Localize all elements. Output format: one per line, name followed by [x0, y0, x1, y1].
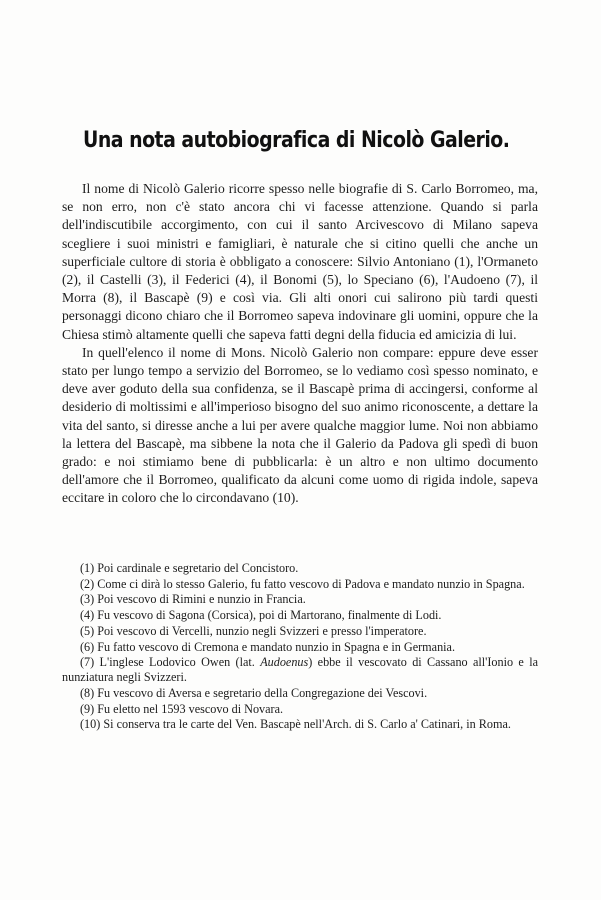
article-body — [62, 180, 538, 508]
footnote-6: (6) Fu fatto vescovo di Cremona e mandato nunzio in Spagna e in Germania. — [80, 639, 456, 654]
footnote-7 — [62, 655, 538, 685]
footnote-5: (5) Poi vescovo di Vercelli, nunzio negli Svizzeri e presso l'imperatore. — [80, 623, 427, 638]
footnote-2: (2) Come ci dirà lo stesso Galerio, fu fatto vescovo di Padova e mandato nunzio in Spagna. — [80, 576, 525, 591]
body-paragraph-1: Il nome di Nicolò Galerio ricorre spesso nelle biografie di S. Carlo Borromeo, ma, se non erro, non c'è stato ancora chi vi facesse attenzione. Quando si parla dell'indiscutibile accorgimento, con cui il santo Arcivescovo di Milano sapeva scegliere i suoi ministri e famigliari, è naturale che si citino quelli che anche un superficiale cultore di storia è obbligato a conoscere: Silvio Antoniano (1), l'Ormaneto (2), il Castelli (3), il Federici (4), il Bonomi (5), lo Speciano (6), l'Audoeno (7), il Morra (8), il Bascapè (9) e così via. Gli alti onori cui salirono più tardi questi personaggi dicono chiaro che il Borromeo sapeva indovinare gli uomini, oppure che la Chiesa stimò altamente quelli che sapeva fatti degni della fiducia ed amicizia di lui. — [62, 181, 538, 342]
footnote-10: (10) Si conserva tra le carte del Ven. Bascapè nell'Arch. di S. Carlo a' Catinari, in Roma. — [80, 717, 511, 732]
footnote-8: (8) Fu vescovo di Aversa e segretario della Congregazione dei Vescovi. — [80, 685, 428, 700]
footnotes-list — [62, 561, 538, 733]
footnote-3: (3) Poi vescovo di Rimini e nunzio in Francia. — [80, 592, 306, 607]
footnote-4: (4) Fu vescovo di Sagona (Corsica), poi di Martorano, finalmente di Lodi. — [80, 608, 442, 623]
article-title: Una nota autobiografica di Nicolò Galerio. — [83, 128, 510, 153]
body-paragraph-2: In quell'elenco il nome di Mons. Nicolò Galerio non compare: eppure deve esser stato per lungo tempo a servizio del Borromeo, se lo vediamo così spesso nominato, e deve aver goduto della sua confidenza, se il Bascapè prima di accingersi, conforme al desiderio di moltissimi e all'imperioso bisogno del suo animo riconoscente, a dettare la vita del santo, si diresse anche a lui per avere qualche maggior lume. Noi non abbiamo la lettera del Bascapè, ma sibbene la nota che il Galerio da Padova gli spedì di buon grado: e noi stimiamo bene di pubblicarla: è un altro e non ultimo documento dell'amore che il Borromeo, qualificato da alcuni come uomo di rigida indole, sapeva eccitare in coloro che lo circondavano (10). — [62, 344, 538, 506]
footnote-7-latin-name: Audoenus — [260, 655, 309, 670]
footnote-7-text-end: ) ebbe il vescovato di Cassano all'Ionio e la nunziatura negli Svizzeri. — [62, 655, 538, 685]
footnote-1: (1) Poi cardinale e segretario del Concistoro. — [80, 561, 299, 575]
footnote-7-text-start: (7) L'inglese Lodovico Owen (lat. — [80, 655, 261, 670]
footnote-9: (9) Fu eletto nel 1593 vescovo di Novara. — [80, 701, 284, 716]
